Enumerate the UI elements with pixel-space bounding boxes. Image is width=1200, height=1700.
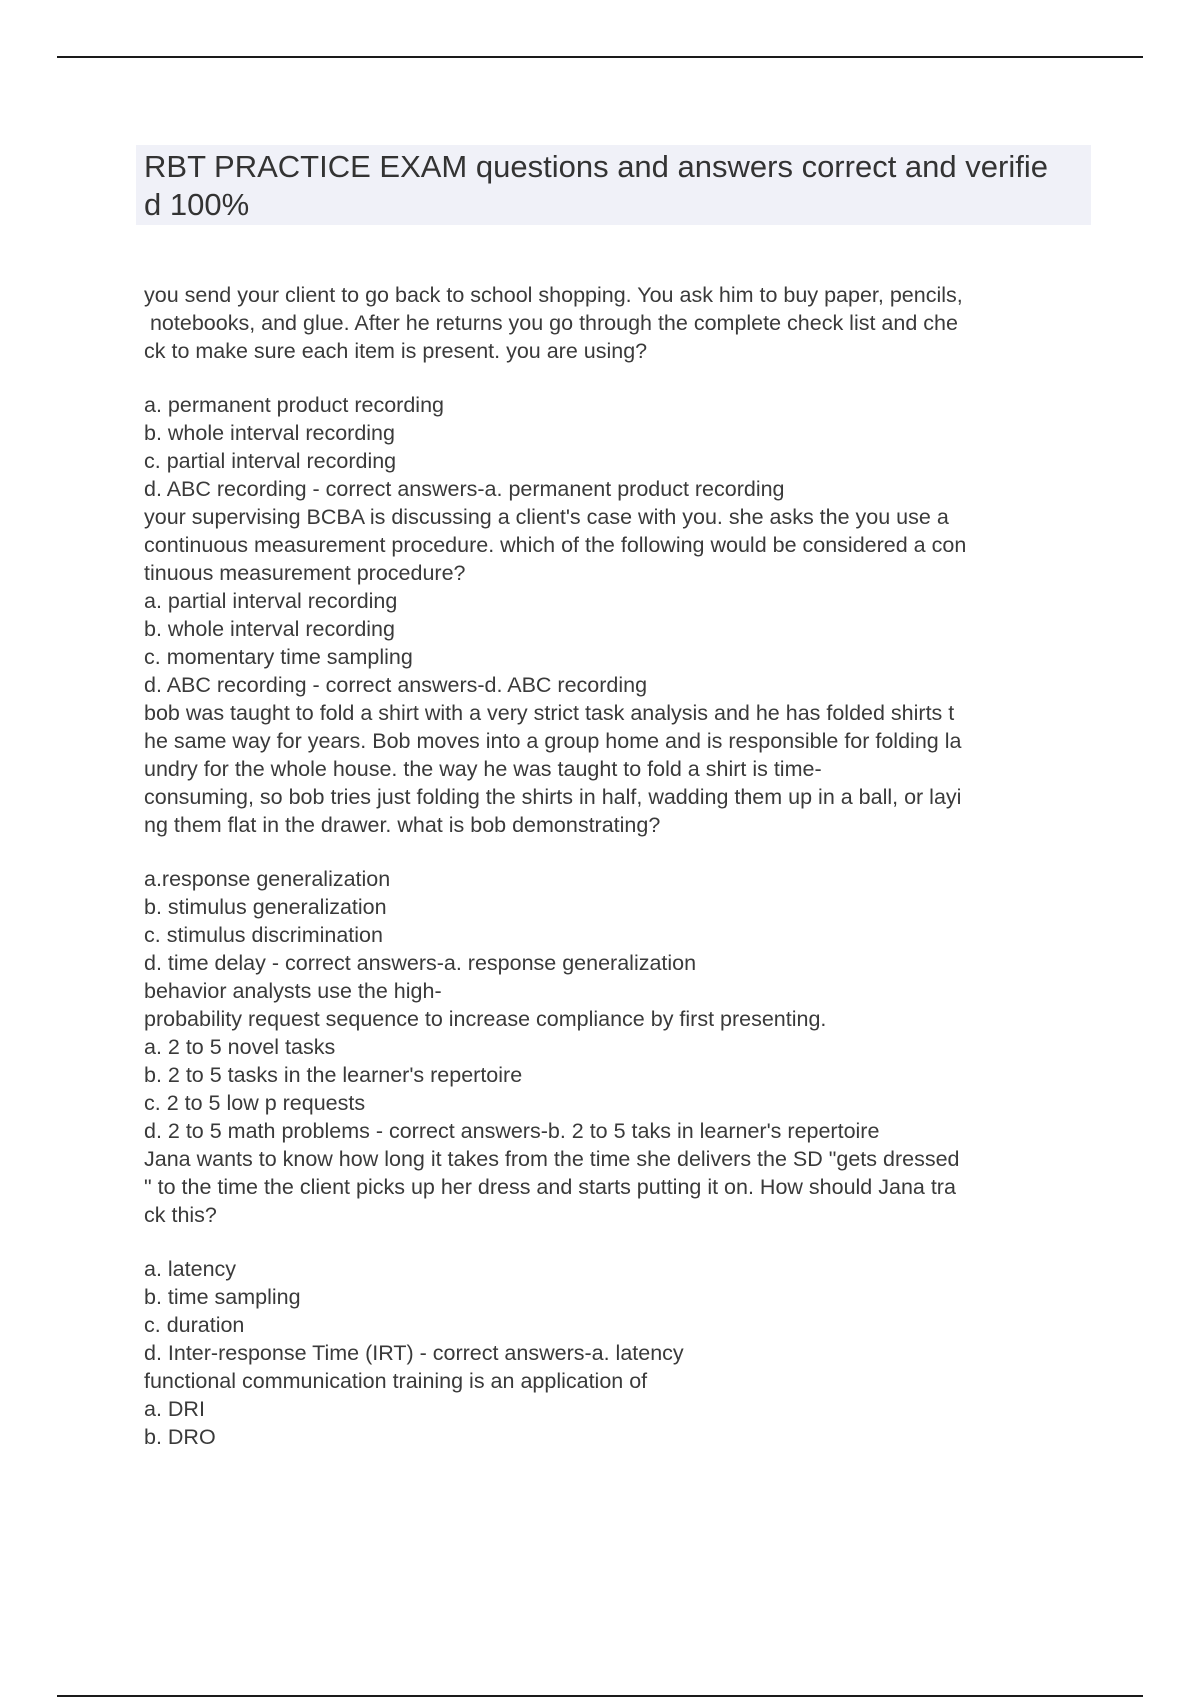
text-line: a.response generalization xyxy=(144,867,391,891)
text-line: tinuous measurement procedure? xyxy=(144,561,466,585)
text-line: b. whole interval recording xyxy=(144,617,395,641)
paragraph-gap xyxy=(144,839,1094,865)
text-line: a. permanent product recording xyxy=(144,393,444,417)
text-line: b. DRO xyxy=(144,1425,216,1449)
text-line: a. DRI xyxy=(144,1397,205,1421)
text-line: " to the time the client picks up her dress and starts putting it on. How should Jana tra xyxy=(144,1175,956,1199)
text-line: c. 2 to 5 low p requests xyxy=(144,1091,366,1115)
text-line: probability request sequence to increase compliance by first presenting. xyxy=(144,1007,827,1031)
document-title: RBT PRACTICE EXAM questions and answers correct and verifie d 100% xyxy=(144,149,1048,222)
text-line: he same way for years. Bob moves into a group home and is responsible for folding la xyxy=(144,729,962,753)
text-line: c. partial interval recording xyxy=(144,449,397,473)
text-line: d. ABC recording - correct answers-d. ABC recording xyxy=(144,673,648,697)
text-line: functional communication training is an application of xyxy=(144,1369,648,1393)
text-line: c. momentary time sampling xyxy=(144,645,413,669)
text-line: Jana wants to know how long it takes from the time she delivers the SD "gets dressed xyxy=(144,1147,960,1171)
text-line: consuming, so bob tries just folding the shirts in half, wadding them up in a ball, or layi xyxy=(144,785,962,809)
text-line: c. stimulus discrimination xyxy=(144,923,383,947)
text-line: ng them flat in the drawer. what is bob demonstrating? xyxy=(144,813,661,837)
text-line: d. Inter-response Time (IRT) - correct answers-a. latency xyxy=(144,1341,684,1365)
title-banner xyxy=(136,145,1091,225)
text-line: behavior analysts use the high- xyxy=(144,979,442,1003)
text-line: b. 2 to 5 tasks in the learner's repertoire xyxy=(144,1063,523,1087)
text-line: ck this? xyxy=(144,1203,217,1227)
text-line: d. ABC recording - correct answers-a. permanent product recording xyxy=(144,477,785,501)
header-rule xyxy=(57,56,1143,58)
text-line: d. 2 to 5 math problems - correct answers-b. 2 to 5 taks in learner's repertoire xyxy=(144,1119,880,1143)
document-body xyxy=(144,281,1094,1451)
paragraph-gap xyxy=(144,1229,1094,1255)
footer-rule xyxy=(57,1695,1143,1697)
text-line: continuous measurement procedure. which of the following would be considered a con xyxy=(144,533,967,557)
text-line: bob was taught to fold a shirt with a very strict task analysis and he has folded shirts t xyxy=(144,701,955,725)
text-line: a. 2 to 5 novel tasks xyxy=(144,1035,336,1059)
text-line: b. whole interval recording xyxy=(144,421,395,445)
text-line: b. stimulus generalization xyxy=(144,895,387,919)
text-line: your supervising BCBA is discussing a client's case with you. she asks the you use a xyxy=(144,505,949,529)
text-line: ck to make sure each item is present. you are using? xyxy=(144,339,648,363)
text-line: undry for the whole house. the way he was taught to fold a shirt is time- xyxy=(144,757,822,781)
text-line: a. latency xyxy=(144,1257,237,1281)
paragraph-gap xyxy=(144,365,1094,391)
text-line: b. time sampling xyxy=(144,1285,301,1309)
text-line: notebooks, and glue. After he returns you go through the complete check list and che xyxy=(144,311,958,335)
text-line: you send your client to go back to school shopping. You ask him to buy paper, pencils, xyxy=(144,283,963,307)
text-line: a. partial interval recording xyxy=(144,589,398,613)
text-line: c. duration xyxy=(144,1313,245,1337)
text-line: d. time delay - correct answers-a. response generalization xyxy=(144,951,697,975)
